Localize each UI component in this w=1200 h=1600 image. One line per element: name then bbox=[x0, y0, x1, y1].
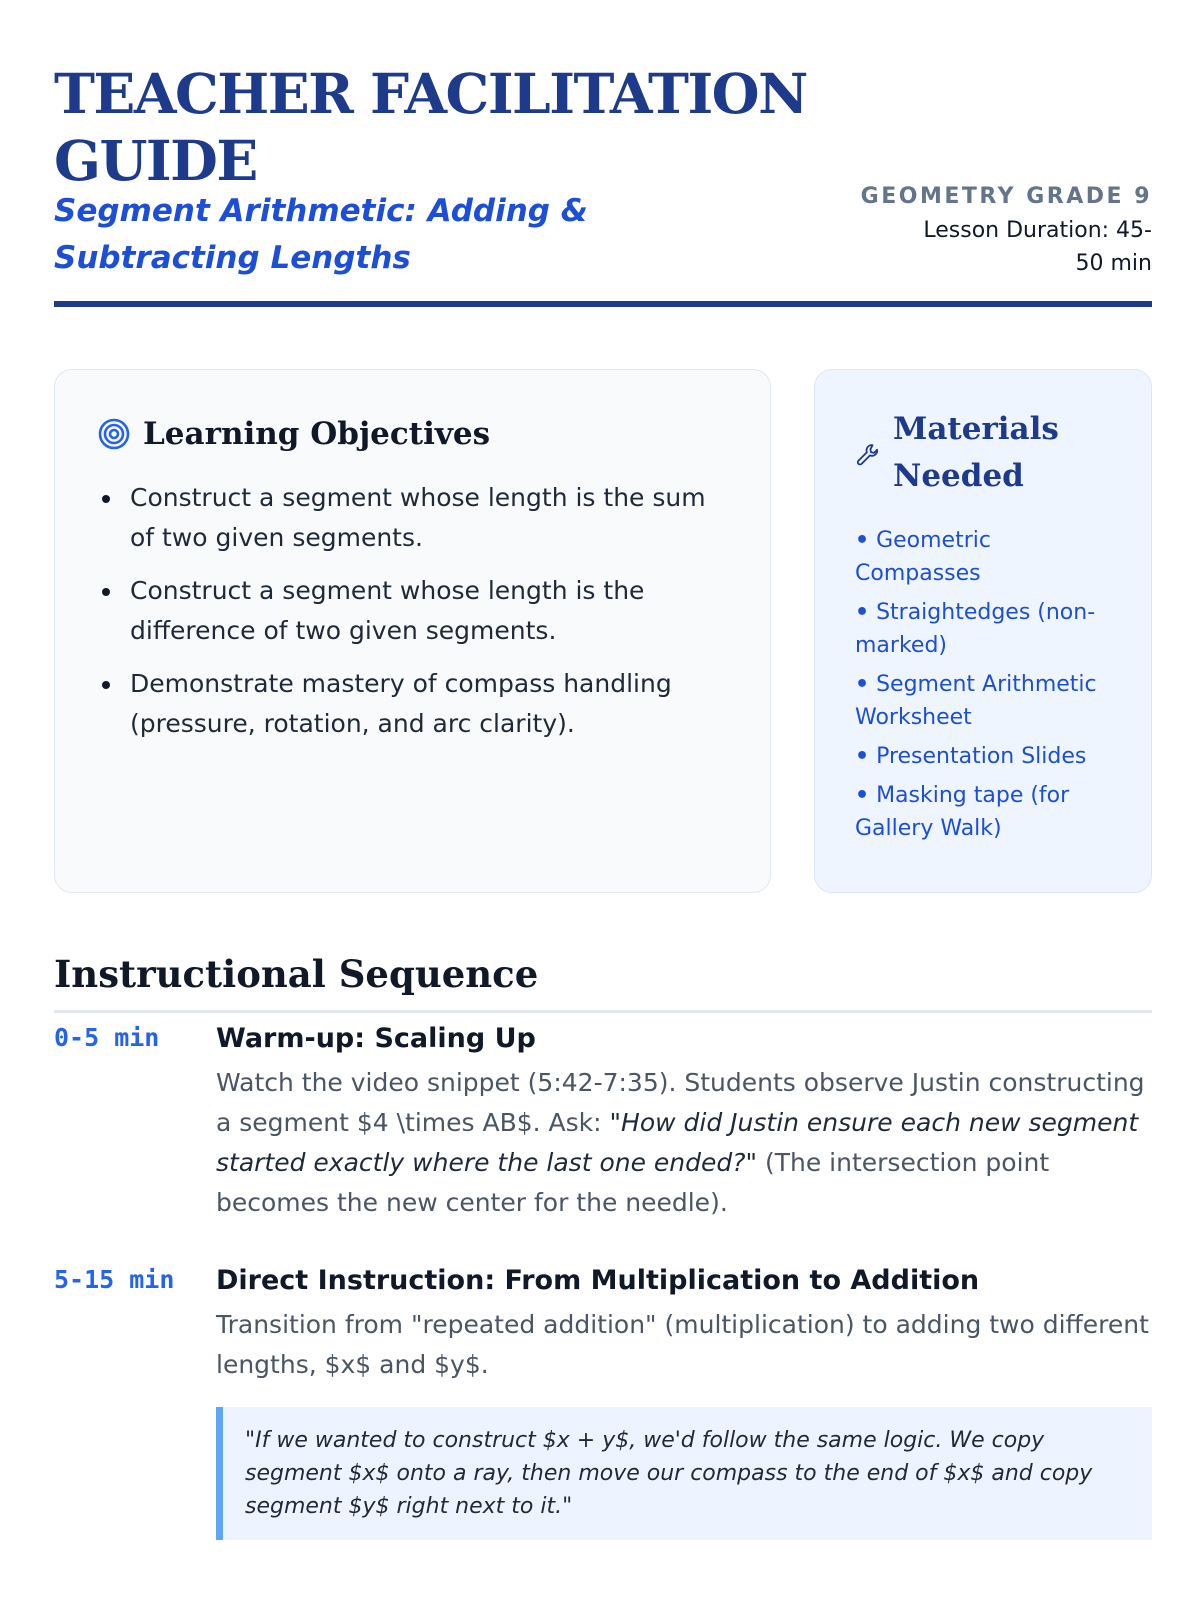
learning-objectives-card bbox=[54, 369, 771, 893]
material-item bbox=[855, 779, 1115, 845]
step-description: Transition from "repeated addition" (multiplication) to adding two different lengths, $x$ and $y$. bbox=[216, 1310, 1149, 1379]
material-label: Geometric Compasses bbox=[855, 528, 991, 586]
step-description bbox=[216, 1063, 1152, 1223]
materials-card bbox=[814, 369, 1152, 893]
material-item bbox=[855, 596, 1115, 662]
sequence-divider bbox=[54, 1010, 1152, 1013]
guide-page bbox=[54, 0, 1152, 1600]
material-item bbox=[855, 668, 1115, 734]
material-label: Segment Arithmetic Worksheet bbox=[855, 672, 1097, 730]
material-label: Masking tape (for Gallery Walk) bbox=[855, 783, 1070, 841]
material-label: Presentation Slides bbox=[876, 744, 1087, 769]
material-label: Straightedges (non-marked) bbox=[855, 600, 1096, 658]
step-title: Warm-up: Scaling Up bbox=[216, 1023, 536, 1054]
page-title: TEACHER FACILITATION GUIDE bbox=[54, 61, 807, 193]
page-subtitle: Segment Arithmetic: Adding & Subtracting Lengths bbox=[54, 193, 588, 276]
objective-item: Construct a segment whose length is the difference of two given segments. bbox=[100, 571, 730, 651]
wrench-icon bbox=[855, 442, 881, 468]
header-divider bbox=[54, 301, 1152, 307]
materials-title: Materials Needed bbox=[893, 411, 1059, 494]
materials-header bbox=[855, 406, 1135, 500]
page-header bbox=[54, 56, 1152, 316]
step-time: 5-15 min bbox=[54, 1265, 175, 1294]
step-text-lead: Watch the video snippet (5:42-7:35). Students observe Justin constructing a segment $4 \times AB$. Ask: bbox=[216, 1068, 1145, 1137]
objective-item: Demonstrate mastery of compass handling (pressure, rotation, and arc clarity). bbox=[100, 664, 730, 744]
bullet-icon: • bbox=[855, 528, 870, 553]
objectives-title: Learning Objectives bbox=[143, 416, 491, 452]
step-time: 0-5 min bbox=[54, 1023, 160, 1052]
step-text-tail: (The intersection point becomes the new center for the needle). bbox=[216, 1148, 1050, 1217]
step-title: Direct Instruction: From Multiplication to Addition bbox=[216, 1265, 980, 1296]
sequence-title: Instructional Sequence bbox=[54, 952, 539, 996]
step-body bbox=[216, 1019, 1152, 1223]
lesson-meta bbox=[852, 180, 1152, 280]
target-icon bbox=[97, 417, 131, 451]
material-item bbox=[855, 740, 1115, 773]
bullet-icon: • bbox=[855, 744, 870, 769]
bullet-icon: • bbox=[855, 600, 870, 625]
objective-item: Construct a segment whose length is the sum of two given segments. bbox=[100, 478, 730, 558]
bullet-icon: • bbox=[855, 783, 870, 808]
step-body bbox=[216, 1261, 1152, 1540]
lesson-duration: Lesson Duration: 45-50 min bbox=[923, 218, 1152, 276]
materials-list bbox=[855, 524, 1115, 851]
material-item bbox=[855, 524, 1115, 590]
bullet-icon: • bbox=[855, 672, 870, 697]
objectives-header bbox=[97, 412, 490, 456]
teacher-script-quote: "If we wanted to construct $x + y$, we'd follow the same logic. We copy segment $x$ onto a ray, then move our compass to the end of $x$ and copy segment $y$ right next to it." bbox=[216, 1407, 1152, 1540]
course-label: GEOMETRY GRADE 9 bbox=[860, 184, 1152, 209]
objectives-list bbox=[100, 478, 730, 757]
step-question: "How did Justin ensure each new segment started exactly where the last one ended?" bbox=[216, 1108, 1139, 1177]
